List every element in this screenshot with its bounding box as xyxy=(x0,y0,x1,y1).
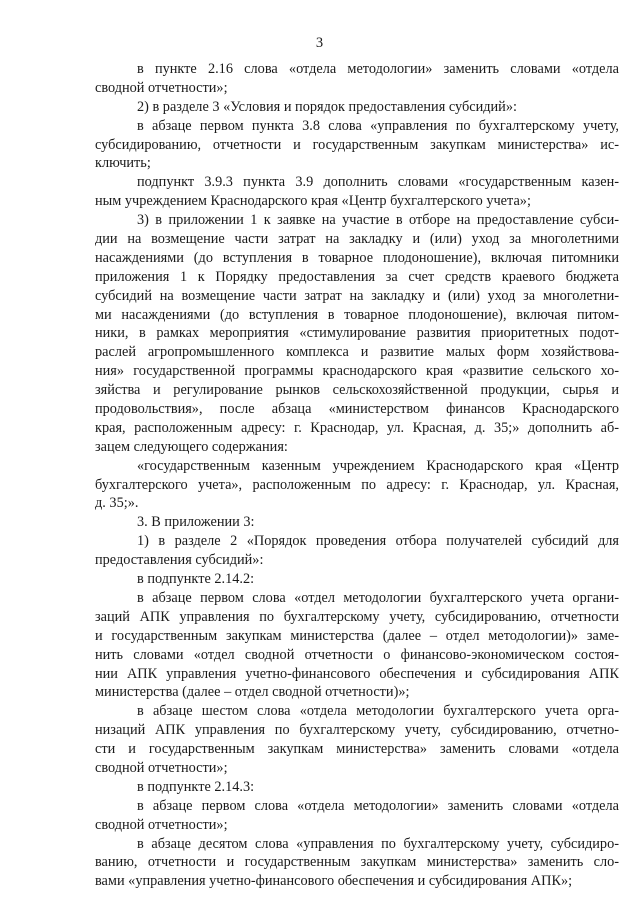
text-line: раслей агропромышленного комплекса и развитие малых форм хозяйствова- xyxy=(95,344,619,361)
text-line: ми насаждениями (до вступления в товарное плодоношение), включая питом- xyxy=(95,306,619,323)
text-line: в подпункте 2.14.3: xyxy=(137,778,255,795)
text-line: нить словами «отдел сводной отчетности о финансово-экономическом состоя- xyxy=(95,646,619,663)
page-number: 3 xyxy=(315,35,324,51)
text-line: в абзаце первом пункта 3.8 слова «управления по бухгалтерскому учету, xyxy=(137,117,619,134)
text-line: и государственным закупкам министерства (далее – отдел методологии)» заме- xyxy=(95,627,619,644)
text-line: заций АПК управления по бухгалтерскому учету, субсидированию, отчетности xyxy=(95,608,619,625)
text-line: сводной отчетности»; xyxy=(95,79,228,96)
text-line: министерства (далее – отдел сводной отчетности)»; xyxy=(95,684,410,701)
text-line: д. 35;». xyxy=(95,495,139,512)
text-line: насаждениями (до вступления в товарное плодоношение), включая питомники xyxy=(95,249,619,266)
document-body xyxy=(95,60,619,891)
text-line: вами «управления учетно-финансового обеспечения и субсидирования АПК»; xyxy=(95,873,573,890)
text-line: зацем следующего содержания: xyxy=(95,438,288,455)
text-line: края, расположенным адресу: г. Краснодар, ул. Красная, д. 35;» дополнить аб- xyxy=(95,419,619,436)
text-line: низаций АПК управления по бухгалтерскому учету, субсидированию, отчетно- xyxy=(95,722,619,739)
text-line: сводной отчетности»; xyxy=(95,759,228,776)
text-line: в пункте 2.16 слова «отдела методологии» заменить словами «отдела xyxy=(137,61,619,77)
text-line: сводной отчетности»; xyxy=(95,816,228,833)
text-line: 3. В приложении 3: xyxy=(137,514,255,531)
text-line: в абзаце десятом слова «управления по бухгалтерскому учету, субсидиро- xyxy=(137,835,619,852)
text-line: 3) в приложении 1 к заявке на участие в отборе на предоставление субси- xyxy=(137,212,619,229)
text-line: бухгалтерского учета», расположенным по адресу: г. Краснодар, ул. Красная, xyxy=(95,476,619,493)
text-line: субсидированию, отчетности и государственным закупкам министерства» ис- xyxy=(95,136,619,153)
text-line: 2) в разделе 3 «Условия и порядок предоставления субсидий»: xyxy=(137,98,517,115)
text-line: в абзаце первом слова «отдела методологии» заменить словами «отдела xyxy=(137,797,619,814)
text-line: подпункт 3.9.3 пункта 3.9 дополнить словами «государственным казен- xyxy=(137,174,619,191)
text-line: нии АПК управления учетно-финансового обеспечения и субсидирования АПК xyxy=(95,665,619,682)
text-line: 1) в разделе 2 «Порядок проведения отбора получателей субсидий для xyxy=(137,533,619,550)
text-line: дии на возмещение части затрат на закладку и (или) уход за многолетними xyxy=(95,231,619,248)
text-line: ключить; xyxy=(95,155,151,172)
text-line: приложения 1 к Порядку предоставления за счет средств краевого бюджета xyxy=(95,268,619,285)
text-line: в абзаце шестом слова «отдела методологии бухгалтерского учета орга- xyxy=(137,703,619,720)
text-line: ным учреждением Краснодарского края «Центр бухгалтерского учета»; xyxy=(95,193,531,210)
text-line: ники, в рамках мероприятия «стимулирование развития приоритетных подот- xyxy=(95,325,619,342)
text-line: сти и государственным закупкам министерства» заменить словами «отдела xyxy=(95,741,619,758)
text-line: ванию, отчетности и государственным закупкам министерства» заменить сло- xyxy=(95,854,619,871)
text-line: продовольствия», после абзаца «министерством финансов Краснодарского xyxy=(95,401,619,418)
text-line: зяйства и регулирование рынков сельскохозяйственной продукции, сырья и xyxy=(95,382,619,399)
text-line: в подпункте 2.14.2: xyxy=(137,571,255,588)
text-line: ния» государственной программы краснодарского края «развитие сельского хо- xyxy=(95,363,619,380)
text-line: предоставления субсидий»: xyxy=(95,552,264,569)
text-line: в абзаце первом слова «отдел методологии бухгалтерского учета органи- xyxy=(137,589,619,606)
text-line: «государственным казенным учреждением Краснодарского края «Центр xyxy=(137,457,619,474)
text-line: субсидий на возмещение части затрат на закладку и (или) уход за многолетни- xyxy=(95,287,619,304)
